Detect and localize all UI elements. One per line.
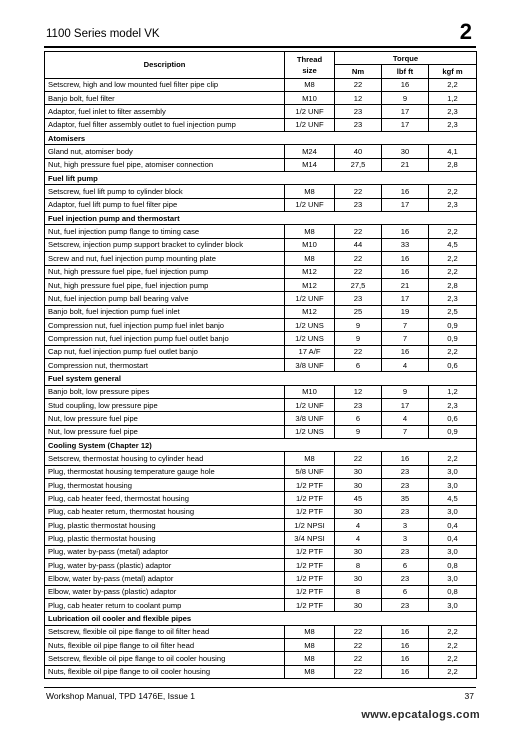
table-row: [45, 479, 477, 492]
cell-torque-kgf-m: 2,8: [429, 158, 477, 171]
cell-torque-lbf-ft: 16: [382, 252, 429, 265]
cell-torque-nm: 6: [335, 412, 382, 425]
cell-torque-lbf-ft: 16: [382, 345, 429, 358]
table-row: [45, 278, 477, 291]
section-heading: Lubrication oil cooler and flexible pipes: [45, 612, 477, 625]
cell-description: Setscrew, high and low mounted fuel filter pipe clip: [45, 78, 285, 91]
cell-thread-size: 1/2 PTF: [285, 479, 335, 492]
cell-torque-kgf-m: 0,8: [429, 585, 477, 598]
table-row: [45, 465, 477, 478]
cell-description: Compression nut, fuel injection pump fuel inlet banjo: [45, 318, 285, 331]
cell-description: Plug, thermostat housing: [45, 479, 285, 492]
table-row: [45, 652, 477, 665]
cell-description: Setscrew, fuel lift pump to cylinder block: [45, 185, 285, 198]
cell-description: Nuts, flexible oil pipe flange to oil filter head: [45, 639, 285, 652]
table-row: [45, 118, 477, 131]
cell-thread-size: M10: [285, 385, 335, 398]
cell-description: Plug, cab heater return to coolant pump: [45, 599, 285, 612]
cell-thread-size: M8: [285, 78, 335, 91]
cell-thread-size: M10: [285, 238, 335, 251]
table-row: [45, 572, 477, 585]
cell-description: Adaptor, fuel inlet to filter assembly: [45, 105, 285, 118]
cell-thread-size: M8: [285, 652, 335, 665]
table-row: [45, 665, 477, 678]
cell-description: Cap nut, fuel injection pump fuel outlet banjo: [45, 345, 285, 358]
table-row: [45, 92, 477, 105]
cell-torque-nm: 8: [335, 559, 382, 572]
cell-torque-lbf-ft: 23: [382, 599, 429, 612]
cell-torque-lbf-ft: 16: [382, 452, 429, 465]
table-row: [45, 505, 477, 518]
cell-thread-size: 3/8 UNF: [285, 358, 335, 371]
cell-torque-nm: 22: [335, 265, 382, 278]
cell-thread-size: M8: [285, 639, 335, 652]
cell-torque-nm: 30: [335, 465, 382, 478]
cell-thread-size: M8: [285, 452, 335, 465]
section-row: [45, 612, 477, 625]
cell-torque-nm: 6: [335, 358, 382, 371]
cell-torque-kgf-m: 4,5: [429, 492, 477, 505]
cell-torque-lbf-ft: 19: [382, 305, 429, 318]
cell-thread-size: 1/2 PTF: [285, 585, 335, 598]
cell-torque-kgf-m: 3,0: [429, 545, 477, 558]
section-row: [45, 372, 477, 385]
cell-torque-nm: 22: [335, 78, 382, 91]
cell-torque-kgf-m: 0,6: [429, 358, 477, 371]
cell-torque-nm: 27,5: [335, 278, 382, 291]
cell-thread-size: 1/2 UNF: [285, 398, 335, 411]
table-row: [45, 292, 477, 305]
cell-thread-size: M14: [285, 158, 335, 171]
cell-torque-lbf-ft: 16: [382, 78, 429, 91]
cell-torque-nm: 4: [335, 532, 382, 545]
cell-torque-lbf-ft: 3: [382, 532, 429, 545]
cell-torque-lbf-ft: 6: [382, 559, 429, 572]
cell-torque-nm: 30: [335, 545, 382, 558]
cell-torque-kgf-m: 0,6: [429, 412, 477, 425]
table-row: [45, 158, 477, 171]
cell-torque-nm: 25: [335, 305, 382, 318]
cell-torque-kgf-m: 2,3: [429, 292, 477, 305]
cell-torque-nm: 12: [335, 92, 382, 105]
cell-torque-kgf-m: 2,2: [429, 265, 477, 278]
table-row: [45, 145, 477, 158]
cell-description: Stud coupling, low pressure pipe: [45, 398, 285, 411]
cell-torque-lbf-ft: 4: [382, 358, 429, 371]
cell-thread-size: 1/2 UNF: [285, 292, 335, 305]
cell-description: Adaptor, fuel filter assembly outlet to fuel injection pump: [45, 118, 285, 131]
cell-torque-kgf-m: 2,3: [429, 105, 477, 118]
cell-description: Plug, plastic thermostat housing: [45, 532, 285, 545]
section-row: [45, 438, 477, 451]
table-row: [45, 185, 477, 198]
table-row: [45, 625, 477, 638]
cell-torque-kgf-m: 0,9: [429, 332, 477, 345]
cell-torque-nm: 40: [335, 145, 382, 158]
cell-torque-nm: 30: [335, 479, 382, 492]
cell-torque-kgf-m: 2,2: [429, 78, 477, 91]
cell-torque-kgf-m: 2,2: [429, 665, 477, 678]
cell-description: Banjo bolt, fuel filter: [45, 92, 285, 105]
cell-description: Adaptor, fuel lift pump to fuel filter pipe: [45, 198, 285, 211]
cell-torque-nm: 23: [335, 198, 382, 211]
cell-torque-lbf-ft: 3: [382, 519, 429, 532]
cell-description: Nut, low pressure fuel pipe: [45, 412, 285, 425]
cell-torque-lbf-ft: 17: [382, 105, 429, 118]
cell-torque-kgf-m: 2,2: [429, 652, 477, 665]
cell-description: Plug, cab heater return, thermostat housing: [45, 505, 285, 518]
cell-torque-lbf-ft: 23: [382, 479, 429, 492]
section-row: [45, 132, 477, 145]
cell-torque-lbf-ft: 7: [382, 425, 429, 438]
cell-torque-nm: 22: [335, 225, 382, 238]
cell-torque-lbf-ft: 16: [382, 665, 429, 678]
cell-torque-nm: 22: [335, 452, 382, 465]
table-row: [45, 385, 477, 398]
cell-thread-size: 1/2 PTF: [285, 545, 335, 558]
header-thread-line1: Thread: [296, 54, 323, 64]
cell-description: Nut, high pressure fuel pipe, fuel injection pump: [45, 265, 285, 278]
section-row: [45, 212, 477, 225]
header-nm: Nm: [335, 65, 382, 78]
table-row: [45, 305, 477, 318]
cell-torque-kgf-m: 4,5: [429, 238, 477, 251]
cell-torque-nm: 22: [335, 345, 382, 358]
cell-thread-size: 1/2 UNS: [285, 332, 335, 345]
cell-torque-lbf-ft: 17: [382, 198, 429, 211]
table-row: [45, 532, 477, 545]
cell-torque-kgf-m: 3,0: [429, 465, 477, 478]
cell-torque-lbf-ft: 30: [382, 145, 429, 158]
cell-torque-nm: 22: [335, 652, 382, 665]
cell-torque-lbf-ft: 7: [382, 318, 429, 331]
cell-torque-lbf-ft: 23: [382, 505, 429, 518]
cell-torque-nm: 8: [335, 585, 382, 598]
cell-torque-lbf-ft: 6: [382, 585, 429, 598]
cell-torque-nm: 30: [335, 572, 382, 585]
cell-torque-nm: 9: [335, 332, 382, 345]
table-row: [45, 639, 477, 652]
table-row: [45, 492, 477, 505]
cell-torque-lbf-ft: 23: [382, 572, 429, 585]
table-row: [45, 225, 477, 238]
cell-thread-size: 1/2 UNS: [285, 425, 335, 438]
cell-torque-nm: 23: [335, 118, 382, 131]
cell-torque-lbf-ft: 9: [382, 92, 429, 105]
cell-description: Nut, low pressure fuel pipe: [45, 425, 285, 438]
cell-description: Elbow, water by-pass (plastic) adaptor: [45, 585, 285, 598]
cell-torque-lbf-ft: 9: [382, 385, 429, 398]
cell-torque-kgf-m: 2,2: [429, 185, 477, 198]
cell-torque-lbf-ft: 7: [382, 332, 429, 345]
cell-description: Nut, fuel injection pump ball bearing valve: [45, 292, 285, 305]
cell-torque-nm: 22: [335, 252, 382, 265]
table-row: [45, 585, 477, 598]
cell-thread-size: 1/2 PTF: [285, 492, 335, 505]
cell-torque-lbf-ft: 17: [382, 292, 429, 305]
cell-description: Plug, water by-pass (metal) adaptor: [45, 545, 285, 558]
cell-torque-nm: 23: [335, 398, 382, 411]
cell-torque-nm: 22: [335, 625, 382, 638]
cell-torque-nm: 12: [335, 385, 382, 398]
table-row: [45, 358, 477, 371]
cell-thread-size: M8: [285, 185, 335, 198]
cell-torque-kgf-m: 2,2: [429, 252, 477, 265]
cell-torque-lbf-ft: 17: [382, 398, 429, 411]
cell-description: Gland nut, atomiser body: [45, 145, 285, 158]
footer-manual-ref: Workshop Manual, TPD 1476E, Issue 1: [46, 691, 195, 701]
table-row: [45, 345, 477, 358]
header-description: Description: [45, 52, 285, 79]
cell-thread-size: 3/8 UNF: [285, 412, 335, 425]
cell-torque-nm: 9: [335, 425, 382, 438]
cell-description: Banjo bolt, low pressure pipes: [45, 385, 285, 398]
cell-description: Setscrew, injection pump support bracket to cylinder block: [45, 238, 285, 251]
cell-thread-size: 1/2 PTF: [285, 572, 335, 585]
table-row: [45, 398, 477, 411]
cell-thread-size: M8: [285, 225, 335, 238]
cell-thread-size: 1/2 PTF: [285, 599, 335, 612]
cell-description: Nut, fuel injection pump flange to timing case: [45, 225, 285, 238]
cell-torque-kgf-m: 1,2: [429, 385, 477, 398]
cell-torque-nm: 4: [335, 519, 382, 532]
section-heading: Cooling System (Chapter 12): [45, 438, 477, 451]
cell-torque-lbf-ft: 16: [382, 225, 429, 238]
cell-torque-kgf-m: 3,0: [429, 479, 477, 492]
cell-torque-lbf-ft: 16: [382, 639, 429, 652]
cell-torque-kgf-m: 4,1: [429, 145, 477, 158]
cell-thread-size: 1/2 NPSI: [285, 519, 335, 532]
cell-torque-lbf-ft: 23: [382, 465, 429, 478]
header-torque: Torque: [335, 52, 477, 65]
cell-thread-size: 1/2 PTF: [285, 559, 335, 572]
cell-torque-kgf-m: 1,2: [429, 92, 477, 105]
cell-description: Screw and nut, fuel injection pump mounting plate: [45, 252, 285, 265]
cell-torque-kgf-m: 3,0: [429, 505, 477, 518]
cell-description: Setscrew, thermostat housing to cylinder head: [45, 452, 285, 465]
section-row: [45, 172, 477, 185]
header-kgf-m: kgf m: [429, 65, 477, 78]
cell-torque-kgf-m: 0,8: [429, 559, 477, 572]
cell-torque-lbf-ft: 33: [382, 238, 429, 251]
cell-torque-kgf-m: 2,5: [429, 305, 477, 318]
table-row: [45, 78, 477, 91]
cell-torque-kgf-m: 0,4: [429, 519, 477, 532]
cell-torque-kgf-m: 2,3: [429, 118, 477, 131]
section-heading: Fuel lift pump: [45, 172, 477, 185]
cell-torque-kgf-m: 3,0: [429, 599, 477, 612]
cell-thread-size: M12: [285, 265, 335, 278]
cell-torque-nm: 22: [335, 639, 382, 652]
cell-torque-nm: 44: [335, 238, 382, 251]
cell-torque-nm: 23: [335, 292, 382, 305]
cell-thread-size: 1/2 UNF: [285, 105, 335, 118]
cell-thread-size: M10: [285, 92, 335, 105]
cell-torque-nm: 9: [335, 318, 382, 331]
cell-description: Compression nut, fuel injection pump fuel outlet banjo: [45, 332, 285, 345]
cell-torque-lbf-ft: 21: [382, 158, 429, 171]
cell-thread-size: 1/2 PTF: [285, 505, 335, 518]
section-heading: Fuel system general: [45, 372, 477, 385]
torque-table: [44, 51, 477, 679]
table-row: [45, 252, 477, 265]
cell-thread-size: M8: [285, 665, 335, 678]
header-lbf-ft: lbf ft: [382, 65, 429, 78]
cell-torque-kgf-m: 0,9: [429, 318, 477, 331]
cell-torque-lbf-ft: 17: [382, 118, 429, 131]
table-row: [45, 412, 477, 425]
cell-torque-lbf-ft: 16: [382, 652, 429, 665]
cell-thread-size: M12: [285, 278, 335, 291]
cell-torque-kgf-m: 2,2: [429, 452, 477, 465]
cell-torque-kgf-m: 2,2: [429, 225, 477, 238]
table-row: [45, 425, 477, 438]
cell-description: Setscrew, flexible oil pipe flange to oil filter head: [45, 625, 285, 638]
table-row: [45, 238, 477, 251]
cell-torque-lbf-ft: 16: [382, 265, 429, 278]
header-rule: [44, 46, 476, 48]
table-row: [45, 318, 477, 331]
cell-thread-size: 5/8 UNF: [285, 465, 335, 478]
cell-description: Nut, high pressure fuel pipe, atomiser connection: [45, 158, 285, 171]
cell-torque-lbf-ft: 16: [382, 185, 429, 198]
cell-thread-size: 3/4 NPSI: [285, 532, 335, 545]
header-thread-line2: size: [302, 65, 317, 75]
cell-torque-nm: 22: [335, 665, 382, 678]
cell-description: Plug, plastic thermostat housing: [45, 519, 285, 532]
cell-description: Compression nut, thermostart: [45, 358, 285, 371]
cell-torque-kgf-m: 2,8: [429, 278, 477, 291]
cell-torque-lbf-ft: 4: [382, 412, 429, 425]
watermark-text: www.epcatalogs.com: [361, 709, 480, 721]
cell-description: Plug, cab heater feed, thermostat housing: [45, 492, 285, 505]
chapter-number: 2: [459, 19, 472, 44]
page-header-title: 1100 Series model VK: [46, 28, 160, 40]
cell-torque-nm: 23: [335, 105, 382, 118]
table-row: [45, 519, 477, 532]
cell-torque-lbf-ft: 35: [382, 492, 429, 505]
cell-torque-kgf-m: 3,0: [429, 572, 477, 585]
cell-thread-size: 1/2 UNS: [285, 318, 335, 331]
cell-description: Setscrew, flexible oil pipe flange to oil cooler housing: [45, 652, 285, 665]
cell-torque-kgf-m: 2,3: [429, 398, 477, 411]
table-row: [45, 332, 477, 345]
cell-torque-kgf-m: 2,2: [429, 345, 477, 358]
cell-description: Plug, thermostat housing temperature gauge hole: [45, 465, 285, 478]
cell-torque-kgf-m: 0,4: [429, 532, 477, 545]
cell-description: Banjo bolt, fuel injection pump fuel inlet: [45, 305, 285, 318]
cell-torque-kgf-m: 2,2: [429, 625, 477, 638]
cell-thread-size: M8: [285, 252, 335, 265]
cell-description: Plug, water by-pass (plastic) adaptor: [45, 559, 285, 572]
cell-torque-nm: 30: [335, 599, 382, 612]
cell-torque-lbf-ft: 23: [382, 545, 429, 558]
cell-torque-kgf-m: 0,9: [429, 425, 477, 438]
cell-torque-nm: 45: [335, 492, 382, 505]
cell-torque-nm: 30: [335, 505, 382, 518]
page-number: 37: [464, 691, 474, 701]
cell-torque-kgf-m: 2,3: [429, 198, 477, 211]
table-row: [45, 105, 477, 118]
cell-thread-size: 1/2 UNF: [285, 118, 335, 131]
cell-thread-size: M12: [285, 305, 335, 318]
cell-thread-size: 1/2 UNF: [285, 198, 335, 211]
table-row: [45, 265, 477, 278]
table-row: [45, 545, 477, 558]
cell-thread-size: M24: [285, 145, 335, 158]
cell-thread-size: 17 A/F: [285, 345, 335, 358]
cell-description: Nuts, flexible oil pipe flange to oil cooler housing: [45, 665, 285, 678]
cell-description: Elbow, water by-pass (metal) adaptor: [45, 572, 285, 585]
header-thread-size: [285, 52, 335, 79]
table-row: [45, 599, 477, 612]
table-row: [45, 198, 477, 211]
cell-description: Nut, high pressure fuel pipe, fuel injection pump: [45, 278, 285, 291]
section-heading: Atomisers: [45, 132, 477, 145]
cell-torque-kgf-m: 2,2: [429, 639, 477, 652]
section-heading: Fuel injection pump and thermostart: [45, 212, 477, 225]
footer-rule: [44, 687, 476, 688]
cell-torque-nm: 22: [335, 185, 382, 198]
cell-thread-size: M8: [285, 625, 335, 638]
cell-torque-lbf-ft: 16: [382, 625, 429, 638]
table-row: [45, 452, 477, 465]
table-row: [45, 559, 477, 572]
cell-torque-lbf-ft: 21: [382, 278, 429, 291]
cell-torque-nm: 27,5: [335, 158, 382, 171]
